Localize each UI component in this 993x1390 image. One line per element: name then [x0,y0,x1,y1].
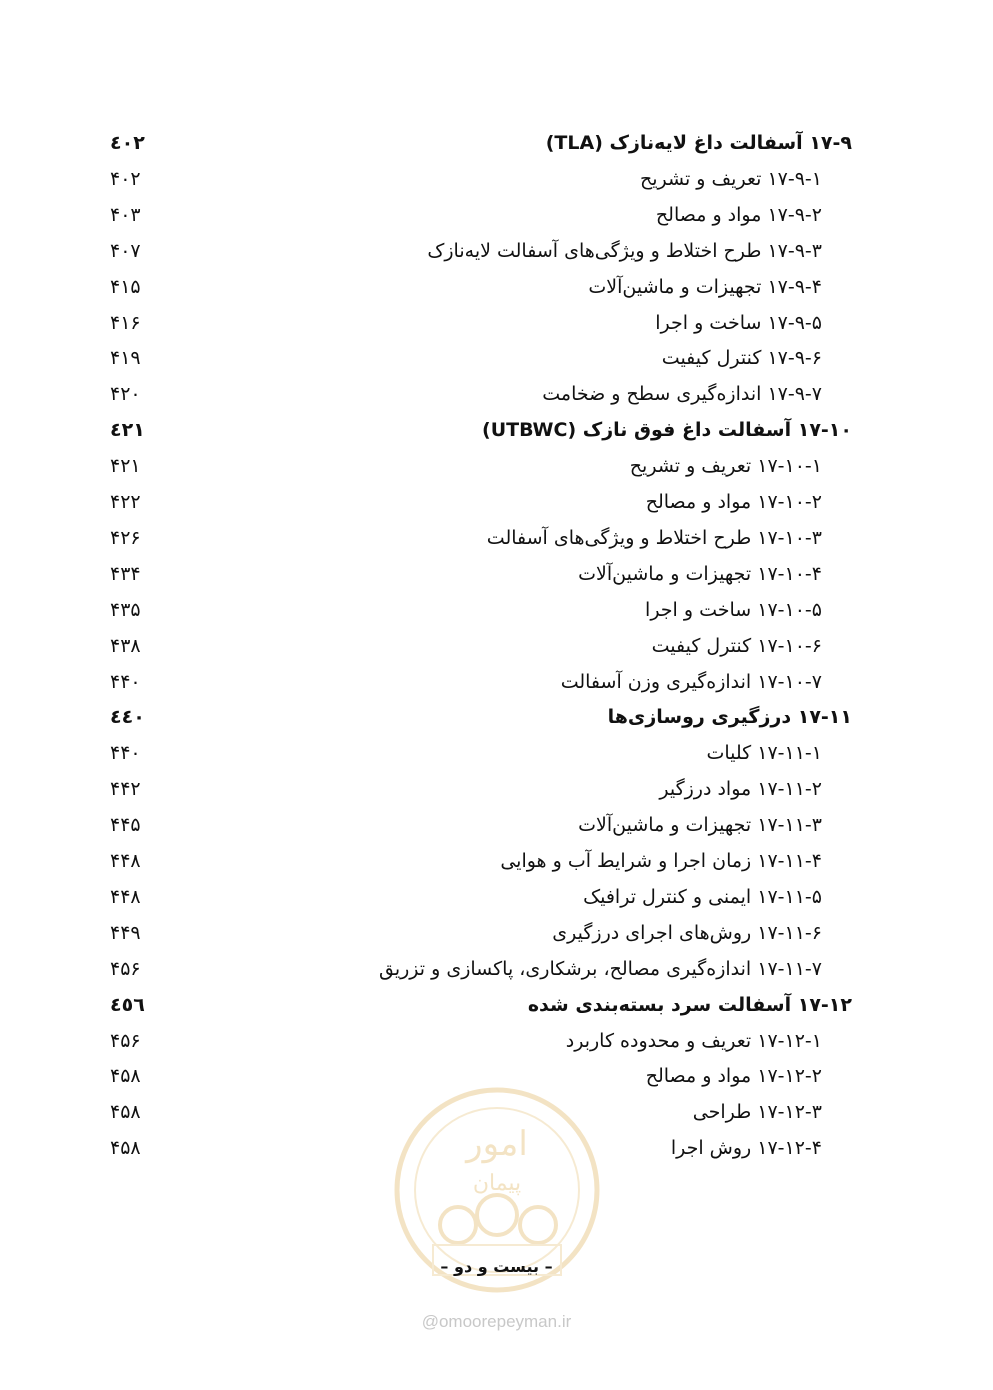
toc-page-number: ٤٤٠ [110,706,145,729]
toc-entry-title: ۱۷-۱۰-۴ تجهیزات و ماشین‌آلات [578,562,822,585]
toc-page-number: ۴۱۵ [110,275,141,298]
toc-subsection-item[interactable] [110,774,852,804]
svg-text:پیمان: پیمان [472,1171,522,1196]
toc-entry-title: ۱۷-۱۰-۲ مواد و مصالح [645,491,822,513]
toc-entry-title: ۱۷-۱۲-۲ مواد و مصالح [645,1065,822,1088]
toc-entry-title: ۱۷-۱۲-۱ تعریف و محدوده کاربرد [565,1029,822,1052]
toc-page-number: ۴۴۲ [110,778,141,801]
toc-entry-title: ۱۷-۱۱-۷ اندازه‌گیری مصالح، برشکاری، پاکسازی و تزریق [378,957,822,980]
toc-subsection-item[interactable] [110,846,852,876]
toc-page-number: ۴۴۰ [110,742,141,765]
toc-entry-title: ۱۷-۱۰ آسفالت داغ فوق نازک (UTBWC) [482,419,852,442]
toc-subsection-item[interactable] [110,164,852,194]
toc-page-number: ۴۳۴ [110,562,141,585]
toc-page-number: ۴۴۸ [110,850,141,872]
toc-subsection-item[interactable] [110,308,852,338]
toc-entry-title: ۱۷-۹-۲ مواد و مصالح [655,203,822,226]
toc-subsection-item[interactable] [110,882,852,912]
toc-section-heading[interactable] [110,415,852,445]
toc-page-number: ۴۲۲ [110,491,141,513]
toc-page-number: ٤٢١ [110,419,145,442]
toc-entry-title: ۱۷-۹ آسفالت داغ لایه‌نازک (TLA) [545,132,852,154]
toc-section-heading[interactable] [110,128,852,158]
toc-subsection-item[interactable] [110,954,852,984]
page-number-footer: – بیست و دو – [440,1257,553,1276]
toc-entry-title: ۱۷-۹-۱ تعریف و تشریح [639,167,822,190]
toc-entry-title: ۱۷-۹-۳ طرح اختلاط و ویژگی‌های آسفالت لایه‌نازک [427,239,822,262]
toc-page-number: ۴۴۹ [110,921,141,944]
toc-subsection-item[interactable] [110,523,852,553]
toc-page-number: ۴۵۸ [110,1101,141,1124]
toc-section-heading[interactable] [110,702,852,732]
toc-page-number: ٤٠٢ [110,132,145,154]
toc-entry-title: ۱۷-۹-۷ اندازه‌گیری سطح و ضخامت [542,383,822,406]
toc-subsection-item[interactable] [110,272,852,302]
toc-page-number: ۴۲۶ [110,526,141,549]
toc-entry-title: ۱۷-۱۱-۱ کلیات [706,742,822,765]
toc-subsection-item[interactable] [110,1026,852,1056]
toc-entry-title: ۱۷-۱۰-۶ کنترل کیفیت [651,634,822,657]
toc-page-number: ۴۵۸ [110,1065,141,1088]
toc-page-number: ۴۰۲ [110,167,141,190]
toc-entry-title: ۱۷-۱۱-۲ مواد درزگیر [659,778,822,801]
toc-entry-title: ۱۷-۱۱ درزگیری روسازی‌ها [607,706,852,729]
toc-page-number: ۴۳۵ [110,598,141,621]
toc-entry-title: ۱۷-۱۰-۱ تعریف و تشریح [629,455,822,478]
toc-subsection-item[interactable] [110,236,852,266]
toc-subsection-item[interactable] [110,379,852,409]
svg-text:امور: امور [466,1124,528,1164]
toc-subsection-item[interactable] [110,559,852,589]
toc-entry-title: ۱۷-۹-۵ ساخت و اجرا [655,311,822,334]
toc-page-number: ۴۵۶ [110,957,141,980]
toc-subsection-item[interactable] [110,631,852,661]
toc-entry-title: ۱۷-۱۰-۵ ساخت و اجرا [645,598,822,621]
toc-page-number: ۴۴۰ [110,670,141,693]
toc-subsection-item[interactable] [110,200,852,230]
toc-subsection-item[interactable] [110,810,852,840]
toc-page-number: ۴۱۹ [110,347,141,370]
toc-entry-title: ۱۷-۱۱-۴ زمان اجرا و شرایط آب و هوایی [500,850,822,872]
toc-subsection-item[interactable] [110,487,852,517]
toc-entry-title: ۱۷-۱۱-۳ تجهیزات و ماشین‌آلات [578,814,822,837]
toc-page-number: ۴۰۳ [110,203,141,226]
toc-page-number: ۴۴۸ [110,885,141,908]
toc-page-number: ۴۲۰ [110,383,141,406]
toc-page-number: ۴۲۱ [110,455,141,478]
toc-page-number: ۴۵۸ [110,1137,141,1160]
toc-section-heading[interactable] [110,990,852,1020]
toc-entry-title: ۱۷-۱۰-۷ اندازه‌گیری وزن آسفالت [560,670,822,693]
toc-page-number: ۴۴۵ [110,814,141,837]
toc-entry-title: ۱۷-۹-۴ تجهیزات و ماشین‌آلات [588,275,822,298]
toc-subsection-item[interactable] [110,738,852,768]
toc-page-number: ۴۵۶ [110,1029,141,1052]
toc-entry-title: ۱۷-۱۱-۵ ایمنی و کنترل ترافیک [583,885,822,908]
toc-entry-title: ۱۷-۱۲-۴ روش اجرا [670,1137,822,1160]
toc-subsection-item[interactable] [110,343,852,373]
toc-subsection-item[interactable] [110,595,852,625]
toc-subsection-item[interactable] [110,918,852,948]
toc-page-number: ٤٥٦ [110,993,145,1016]
toc-entry-title: ۱۷-۹-۶ کنترل کیفیت [661,347,822,370]
toc-entry-title: ۱۷-۱۲-۳ طراحی [692,1101,822,1124]
toc-subsection-item[interactable] [110,451,852,481]
toc-page-number: ۴۰۷ [110,239,141,262]
toc-entry-title: ۱۷-۱۱-۶ روش‌های اجرای درزگیری [552,921,822,944]
toc-subsection-item[interactable] [110,667,852,697]
toc-entry-title: ۱۷-۱۲ آسفالت سرد بسته‌بندی شده [527,993,852,1016]
watermark-handle: @omoorepeyman.ir [421,1312,572,1331]
toc-page-number: ۴۳۸ [110,634,141,657]
toc-entry-title: ۱۷-۱۰-۳ طرح اختلاط و ویژگی‌های آسفالت [486,526,822,549]
toc-page-number: ۴۱۶ [110,311,141,334]
